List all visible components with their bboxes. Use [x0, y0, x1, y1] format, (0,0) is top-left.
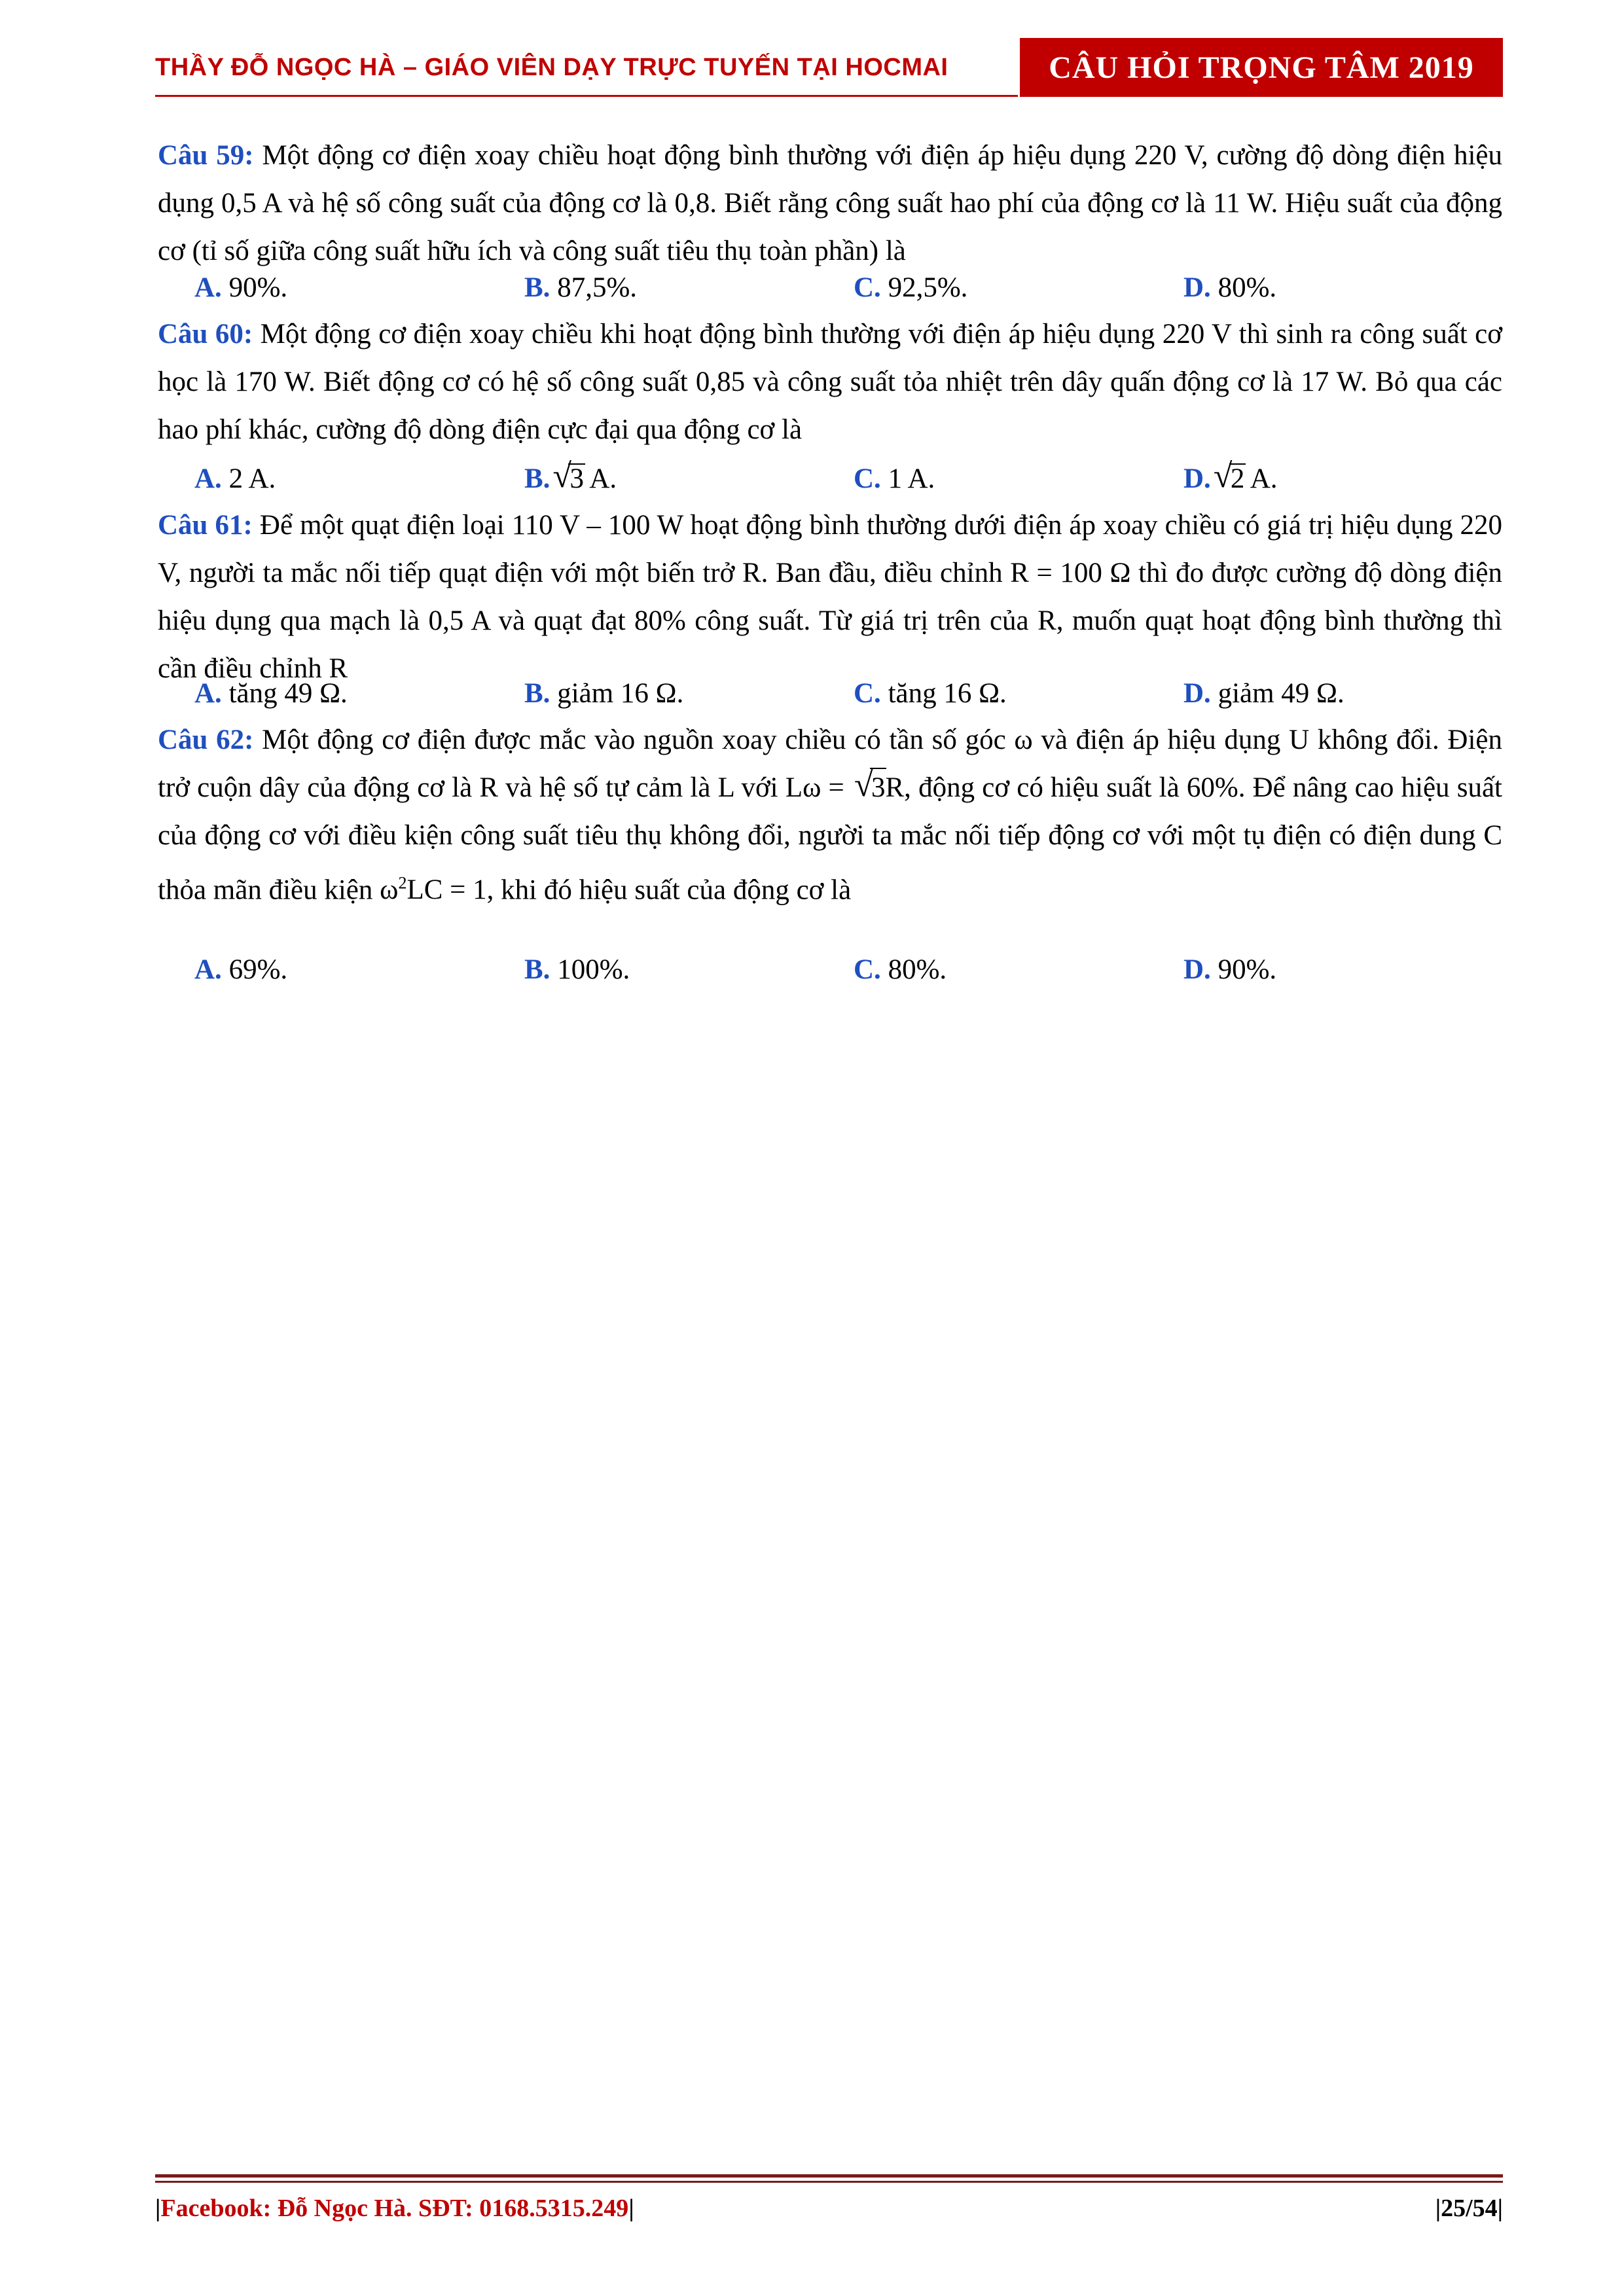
header-topic-box: CÂU HỎI TRỌNG TÂM 2019 [1020, 38, 1503, 97]
math-part: ω [380, 874, 399, 906]
option-text: 69%. [221, 954, 288, 985]
option-d [1183, 674, 1344, 713]
sqrt-3: √ 3 [552, 459, 584, 499]
option-b [524, 268, 637, 308]
option-text: 80%. [1210, 272, 1277, 303]
question-61 [158, 501, 1502, 692]
math-expression-2 [380, 874, 494, 905]
option-c [854, 950, 947, 990]
option-text: A. [1244, 463, 1278, 494]
math-part: Lω = [785, 772, 852, 803]
option-letter: C. [854, 272, 881, 303]
option-text: tăng 16 Ω. [880, 678, 1007, 709]
question-label: Câu 61: [158, 510, 253, 541]
option-b [524, 459, 617, 499]
question-62 [158, 716, 1502, 914]
option-c [854, 459, 935, 499]
math-expression-1 [785, 772, 911, 803]
options-60 [158, 459, 1502, 499]
option-text: 92,5%. [880, 272, 968, 303]
option-letter: D. [1183, 678, 1211, 709]
footer-rule-thick [155, 2174, 1503, 2178]
option-letter: A. [194, 463, 222, 494]
option-d [1183, 950, 1276, 990]
option-c [854, 268, 967, 308]
option-text: giảm 49 Ω. [1210, 678, 1344, 709]
option-text: 1 A. [880, 463, 935, 494]
question-label: Câu 60: [158, 319, 253, 350]
question-text: Một động cơ điện xoay chiều hoạt động bình thường với điện áp hiệu dụng 220 V, cường độ dòng điện hiệu dụng 0,5 A và hệ số công suất của động cơ là 0,8. Biết rằng công suất hao phí của động cơ là 11 W. Hiệu suất của động cơ (tỉ số giữa công suất hữu ích và công suất tiêu thụ toàn phần) là [158, 140, 1502, 266]
option-letter: B. [524, 678, 550, 709]
option-a [194, 459, 276, 499]
page-number: |25/54| [1435, 2195, 1503, 2222]
footer-bar: | [628, 2195, 634, 2222]
question-60 [158, 310, 1502, 454]
question-text: động cơ có hiệu suất là 60%. Để nâng cao hiệu suất của động cơ với điều kiện công suất tiêu thụ không đổi, người ta mắc nối tiếp động cơ với một tụ điện có điện dung C thỏa mãn điều kiện [158, 772, 1502, 906]
option-letter: B. [524, 272, 550, 303]
option-letter: B. [524, 954, 550, 985]
question-label: Câu 62: [158, 725, 254, 755]
math-exponent: 2 [398, 874, 407, 893]
footer-contact [155, 2194, 634, 2223]
option-letter: B. [524, 463, 550, 494]
option-letter: D. [1183, 954, 1211, 985]
header-teacher-title: THẦY ĐỖ NGỌC HÀ – GIÁO VIÊN DẠY TRỰC TUYẾN TẠI HOCMAI [155, 54, 948, 81]
option-d [1183, 268, 1276, 308]
question-label: Câu 59: [158, 140, 254, 171]
option-letter: C. [854, 954, 881, 985]
option-text: 90%. [221, 272, 288, 303]
sqrt-2: √ 2 [1214, 459, 1245, 499]
option-a [194, 674, 348, 713]
option-letter: D. [1183, 272, 1211, 303]
option-text: giảm 16 Ω. [550, 678, 684, 709]
option-b [524, 950, 630, 990]
option-text: 2 A. [221, 463, 276, 494]
options-62 [158, 950, 1502, 990]
question-59 [158, 132, 1502, 275]
question-text: khi đó hiệu suất của động cơ là [494, 874, 852, 906]
question-text: Một động cơ điện được mắc vào nguồn xoay chiều có tần số góc ω và điện áp hiệu dụng U không đổi. Điện trở cuộn dây của động cơ là R và hệ số tự cảm là L với [158, 725, 1502, 803]
option-letter: C. [854, 463, 881, 494]
option-c [854, 674, 1007, 713]
math-part: LC = 1, [406, 874, 494, 906]
option-text: 80%. [880, 954, 947, 985]
option-a [194, 268, 287, 308]
question-text: Một động cơ điện xoay chiều khi hoạt động bình thường với điện áp hiệu dụng 220 V thì sinh ra công suất cơ học là 170 W. Biết động cơ có hệ số công suất 0,85 và công suất tỏa nhiệt trên dây quấn động cơ là 17 W. Bỏ qua các hao phí khác, cường độ dòng điện cực đại qua động cơ là [158, 319, 1502, 445]
option-letter: D. [1183, 463, 1211, 494]
option-text: 100%. [550, 954, 630, 985]
options-61 [158, 674, 1502, 713]
option-letter: C. [854, 678, 881, 709]
option-text: tăng 49 Ω. [221, 678, 348, 709]
header-rule [155, 95, 1018, 97]
option-letter: A. [194, 954, 222, 985]
option-text: 90%. [1210, 954, 1277, 985]
option-text: A. [583, 463, 617, 494]
footer-bar: | [155, 2195, 161, 2222]
options-59 [158, 268, 1502, 308]
question-text: Để một quạt điện loại 110 V – 100 W hoạt động bình thường dưới điện áp xoay chiều có giá trị hiệu dụng 220 V, người ta mắc nối tiếp quạt điện với một biến trở R. Ban đầu, điều chỉnh R = 100 Ω thì đo được cường độ dòng điện hiệu dụng qua mạch là 0,5 A và quạt đạt 80% công suất. Từ giá trị trên của R, muốn quạt hoạt động bình thường thì cần điều chỉnh R [158, 510, 1503, 684]
option-a [194, 950, 287, 990]
option-d [1183, 459, 1278, 499]
footer-rule-thin [155, 2181, 1503, 2183]
footer-facebook: Facebook: Đỗ Ngọc Hà. SĐT: 0168.5315.249 [160, 2195, 629, 2222]
option-text: 87,5%. [550, 272, 638, 303]
option-b [524, 674, 683, 713]
sqrt-3: √ 3 [854, 764, 886, 812]
option-letter: A. [194, 272, 222, 303]
option-letter: A. [194, 678, 222, 709]
math-part: R, [885, 772, 911, 803]
